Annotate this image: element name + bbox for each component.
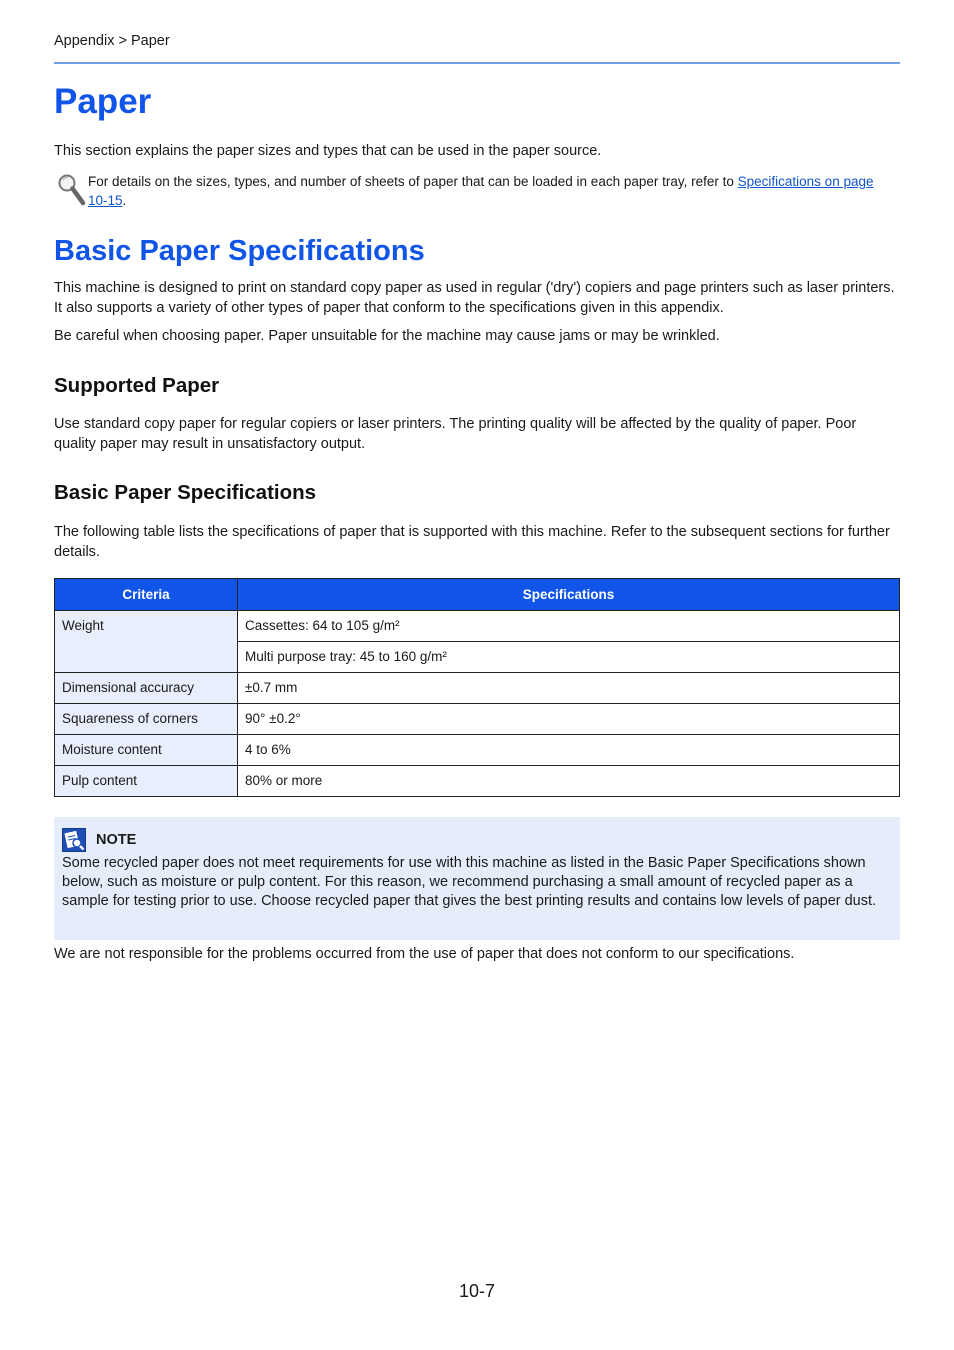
- specifications-link[interactable]: Specifications on page 10-15: [88, 174, 874, 208]
- table-row: [55, 735, 900, 766]
- section-title: Basic Paper Specifications: [54, 235, 425, 267]
- criteria-cell: Weight: [55, 611, 238, 673]
- reference-note: [56, 172, 900, 210]
- header-divider: [54, 62, 900, 64]
- criteria-cell: Moisture content: [55, 735, 238, 766]
- note-text: Some recycled paper does not meet requirements for use with this machine as listed in the Basic Paper Specifications shown below, such as moisture or pulp content. For this reason, we recommend purchasing a small amount of recycled paper as a sample for testing prior to use. Choose recycled paper that gives the best printing results and contains low levels of paper dust.: [62, 855, 877, 909]
- header-specifications: Specifications: [238, 579, 900, 611]
- criteria-cell: Pulp content: [55, 766, 238, 797]
- spec-cell: 4 to 6%: [238, 735, 900, 766]
- section-paragraph-1: This machine is designed to print on standard copy paper as used in regular ('dry') copiers and page printers such as laser printers. It also supports a variety of other types of paper that conform to the specifications given in this appendix.: [54, 280, 895, 316]
- supported-paper-heading: Supported Paper: [54, 374, 220, 397]
- reference-note-suffix: .: [122, 193, 127, 208]
- specifications-table: [54, 578, 900, 797]
- note-box: [54, 817, 900, 940]
- criteria-cell: Dimensional accuracy: [55, 673, 238, 704]
- table-row: [55, 704, 900, 735]
- breadcrumb: Appendix > Paper: [54, 33, 170, 49]
- section-paragraph-2: Be careful when choosing paper. Paper unsuitable for the machine may cause jams or may be wrinkled.: [54, 328, 720, 344]
- table-row: [55, 611, 900, 642]
- spec-cell: Multi purpose tray: 45 to 160 g/m²: [238, 642, 900, 673]
- spec-cell: ±0.7 mm: [238, 673, 900, 704]
- page-title: Paper: [54, 82, 152, 121]
- spec-cell: 90° ±0.2°: [238, 704, 900, 735]
- header-criteria: Criteria: [55, 579, 238, 611]
- reference-note-body: For details on the sizes, types, and number of sheets of paper that can be loaded in each paper tray, refer to: [88, 174, 738, 189]
- note-icon: [62, 828, 86, 852]
- table-header-row: [55, 579, 900, 611]
- table-row: [55, 673, 900, 704]
- intro-text: This section explains the paper sizes and types that can be used in the paper source.: [54, 143, 602, 159]
- note-header: [62, 828, 136, 852]
- table-row: [55, 766, 900, 797]
- closing-text: We are not responsible for the problems occurred from the use of paper that does not conform to our specifications.: [54, 946, 795, 962]
- page-number: 10-7: [458, 1281, 496, 1301]
- magnifier-icon: [56, 172, 86, 208]
- criteria-cell: Squareness of corners: [55, 704, 238, 735]
- basic-specs-heading: Basic Paper Specifications: [54, 481, 317, 504]
- reference-note-text: [88, 172, 896, 210]
- supported-paper-text: Use standard copy paper for regular copiers or laser printers. The printing quality will be affected by the quality of paper. Poor quality paper may result in unsatisfactory output.: [54, 416, 857, 452]
- spec-cell: 80% or more: [238, 766, 900, 797]
- basic-specs-text: The following table lists the specifications of paper that is supported with this machine. Refer to the subsequent sections for further details.: [54, 524, 890, 560]
- note-label: NOTE: [96, 832, 137, 848]
- spec-cell: Cassettes: 64 to 105 g/m²: [238, 611, 900, 642]
